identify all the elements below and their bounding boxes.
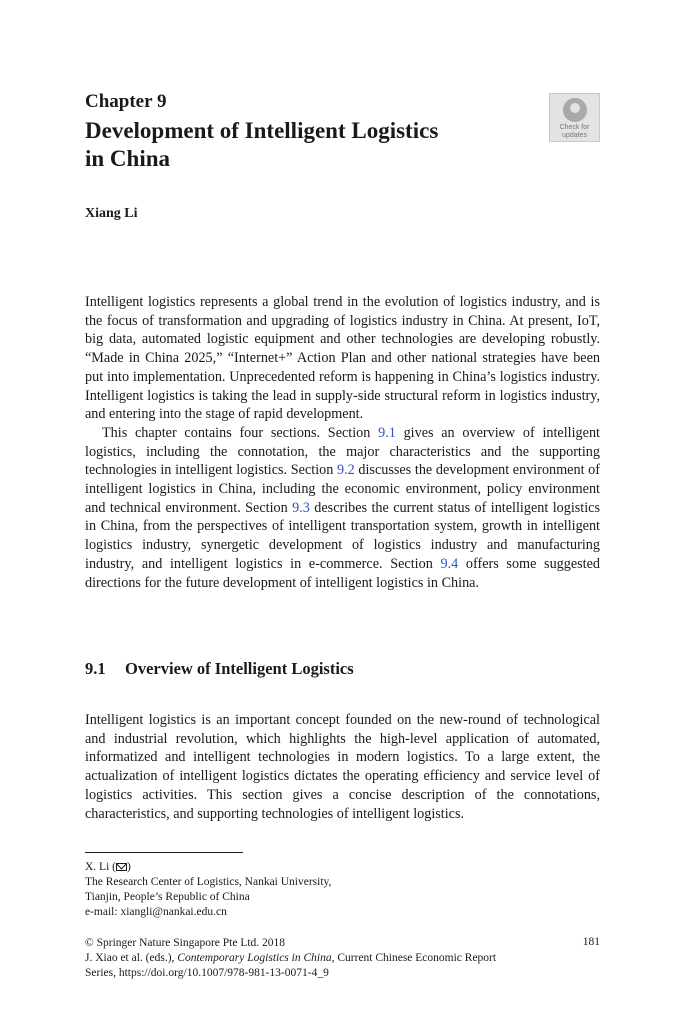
citation-text: J. Xiao et al. (eds.), [85, 952, 178, 964]
footnote-author [85, 860, 331, 875]
section-link-9-2[interactable]: 9.2 [337, 462, 355, 479]
section-number: 9.1 [85, 659, 106, 678]
intro-paragraph-2 [85, 424, 600, 592]
footnote-email[interactable]: e-mail: xiangli@nankai.edu.cn [85, 906, 227, 918]
envelope-icon[interactable] [116, 863, 127, 871]
badge-line-1: Check for [559, 124, 590, 131]
intro-p2-text: describes the current status of intelligent logistics in China, from the perspectives of intelligent transportation system, growth in intelligent logistics industry, synergetic development of logistics industry and manufacturing industry, and intelligent logistics in e-commerce. Section [85, 499, 600, 572]
author-name: Xiang Li [85, 206, 138, 221]
section-link-9-1[interactable]: 9.1 [378, 424, 396, 441]
footnote-affiliation-1: The Research Center of Logistics, Nankai University, [85, 876, 332, 888]
footnote [85, 860, 331, 920]
section-link-9-3[interactable]: 9.3 [292, 499, 310, 516]
badge-line-2: updates [562, 132, 587, 139]
citation-text: , Current Chinese Economic Report [331, 952, 497, 964]
intro-p2-text: gives an overview of intelligent logistics, including the connotation, the major characteristics and the supporting technologies in intelligent logistics. Section [85, 424, 600, 479]
copyright-block [85, 936, 496, 981]
section-text [85, 711, 600, 823]
chapter-title-line-1: Development of Intelligent Logistics [85, 118, 439, 143]
footnote-divider [85, 852, 243, 853]
section-link-9-4[interactable]: 9.4 [440, 555, 459, 572]
citation-line [85, 951, 496, 966]
chapter-label: Chapter 9 [85, 91, 167, 112]
section-heading [85, 659, 354, 679]
chapter-title [85, 117, 515, 173]
book-title: Contemporary Logistics in China [177, 952, 332, 964]
intro-text [85, 293, 600, 592]
chapter-title-line-2: in China [85, 146, 171, 171]
section-paragraph-1: Intelligent logistics is an important concept founded on the new-round of technological and industrial revolution, which highlights the high-level application of automated, informatized and intelligent technologies in modern logistics. To a large extent, the actualization of intelligent logistics dictates the operating efficiency and service level of logistics activities. This section gives a concise description of the connotations, characteristics, and supporting technologies of intelligent logistics. [85, 712, 600, 822]
intro-p2-text: This chapter contains four sections. Section [102, 424, 379, 441]
check-for-updates-badge[interactable] [549, 93, 600, 142]
footnote-affiliation-2: Tianjin, People’s Republic of China [85, 891, 250, 903]
footnote-author-text: ) [126, 861, 131, 873]
section-title: Overview of Intelligent Logistics [125, 659, 354, 678]
copyright-line-1: © Springer Nature Singapore Pte Ltd. 2018 [85, 937, 286, 949]
crossmark-icon [563, 98, 587, 122]
page-number: 181 [582, 936, 600, 948]
intro-p2-text: offers some suggested directions for the future development of intelligent logistics in China. [85, 555, 601, 591]
doi-line[interactable]: Series, https://doi.org/10.1007/978-981-13-0071-4_9 [85, 967, 329, 979]
footnote-author-text: X. Li ( [85, 861, 116, 873]
intro-paragraph-1: Intelligent logistics represents a global trend in the evolution of logistics industry, and is the focus of transformation and upgrading of logistics industry in China. At present, IoT, big data, automated logistic equipment and other technologies are developing robustly. “Made in China 2025,” “Internet+” Action Plan and other national strategies have been put into implementation. Unprecedented reform is happening in China’s logistics industry. Intelligent logistics is taking the lead in supply-side structural reform in logistics industry, and entering into the stage of rapid development. [85, 294, 600, 423]
intro-p2-text: discusses the development environment of intelligent logistics in China, including the economic environment, policy environment and technical environment. Section [85, 462, 600, 516]
